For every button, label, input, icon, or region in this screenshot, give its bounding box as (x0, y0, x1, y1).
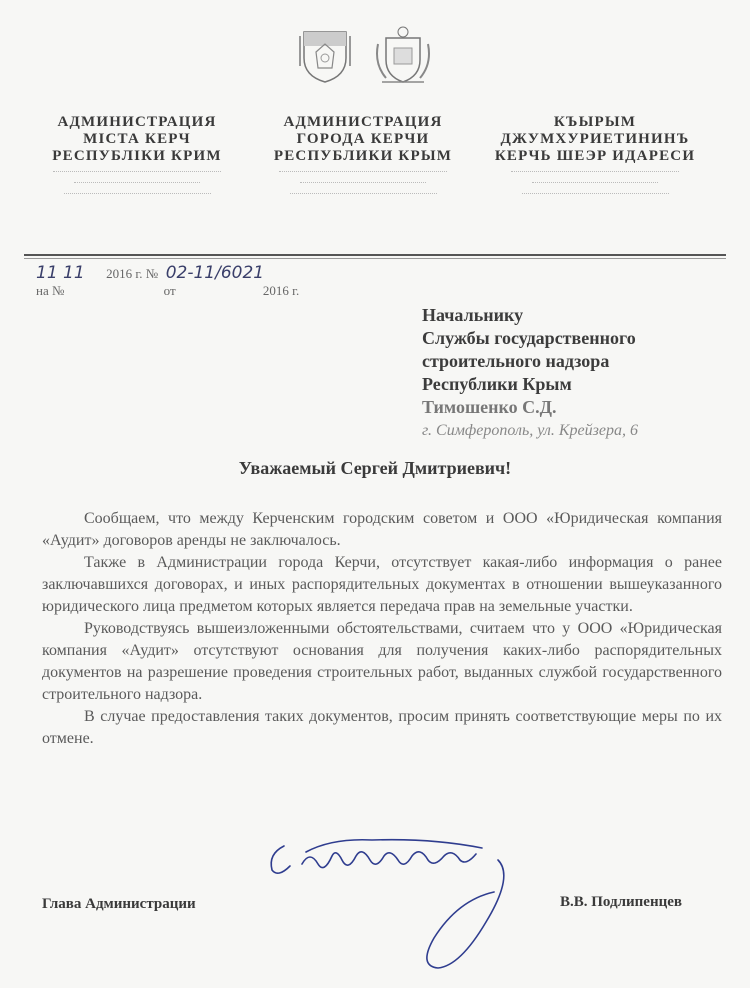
addressee-block (422, 304, 638, 442)
header-line: ГОРОДА КЕРЧИ (296, 131, 430, 147)
kerch-coat-of-arms-icon (372, 24, 434, 86)
crimea-coat-of-arms-icon (296, 26, 354, 84)
addressee-line: Службы государственного (422, 328, 636, 348)
letter-body (42, 508, 722, 750)
handwritten-date: 11 11 (36, 263, 85, 283)
header-line: МІСТА КЕРЧ (83, 131, 191, 147)
body-paragraph: Также в Администрации города Керчи, отсутствует какая-либо информация о ранее заключавшихся договорах, и иных распорядительных документах в отношении вышеуказанного юридического лица предметом которых является передача прав на земельные участки. (42, 554, 722, 615)
header-line: ДЖУМХУРИЕТИНИНЪ (500, 131, 690, 147)
addressee-line: Республики Крым (422, 374, 572, 394)
handwritten-signature-icon (262, 826, 522, 976)
header-divider-thin (24, 258, 726, 259)
addressee-line: Начальнику (422, 305, 524, 325)
body-paragraph: Руководствуясь вышеизложенными обстоятельствами, считаем что у ООО «Юридическая компания «Аудит» отсутствуют основания для получения каких-либо распорядительных документов на разрешение проведения строительных работ, выданных службой государственного строительного надзора. (42, 620, 722, 703)
body-paragraph: В случае предоставления таких документов, просим принять соответствующие меры по их отмене. (42, 708, 722, 747)
header-line: АДМИНИСТРАЦИЯ (57, 114, 217, 130)
signatory-name: В.В. Подлипенцев (560, 894, 682, 910)
header-divider (24, 254, 726, 256)
header-column-ukrainian (32, 114, 242, 202)
signatory-position: Глава Администрации (42, 896, 196, 912)
header-column-crimean-tatar (490, 114, 700, 202)
handwritten-number: 02-11/6021 (165, 263, 265, 283)
incoming-reference (36, 283, 299, 299)
ref-from: от (163, 283, 176, 298)
header-line: РЕСПУБЛІКИ КРИМ (52, 148, 222, 164)
salutation: Уважаемый Сергей Дмитриевич! (238, 458, 512, 478)
ref-year: 2016 г. (262, 283, 300, 298)
addressee-line: Тимошенко С.Д. (422, 397, 557, 417)
header-line: АДМИНИСТРАЦИЯ (283, 114, 443, 130)
outgoing-registration (36, 263, 264, 283)
addressee-line: строительного надзора (422, 351, 610, 371)
header-line: КЪЫРЫМ (553, 114, 637, 130)
year-label: 2016 г. № (106, 266, 159, 281)
ref-prefix: на № (36, 283, 65, 298)
body-paragraph: Сообщаем, что между Керченским городским советом и ООО «Юридическая компания «Аудит» договоров аренды не заключалось. (42, 510, 722, 549)
addressee-address: г. Симферополь, ул. Крейзера, 6 (422, 422, 638, 439)
header-line: КЕРЧЬ ШЕЭР ИДАРЕСИ (494, 148, 696, 164)
header-column-russian (258, 114, 468, 202)
header-line: РЕСПУБЛИКИ КРЫМ (273, 148, 453, 164)
